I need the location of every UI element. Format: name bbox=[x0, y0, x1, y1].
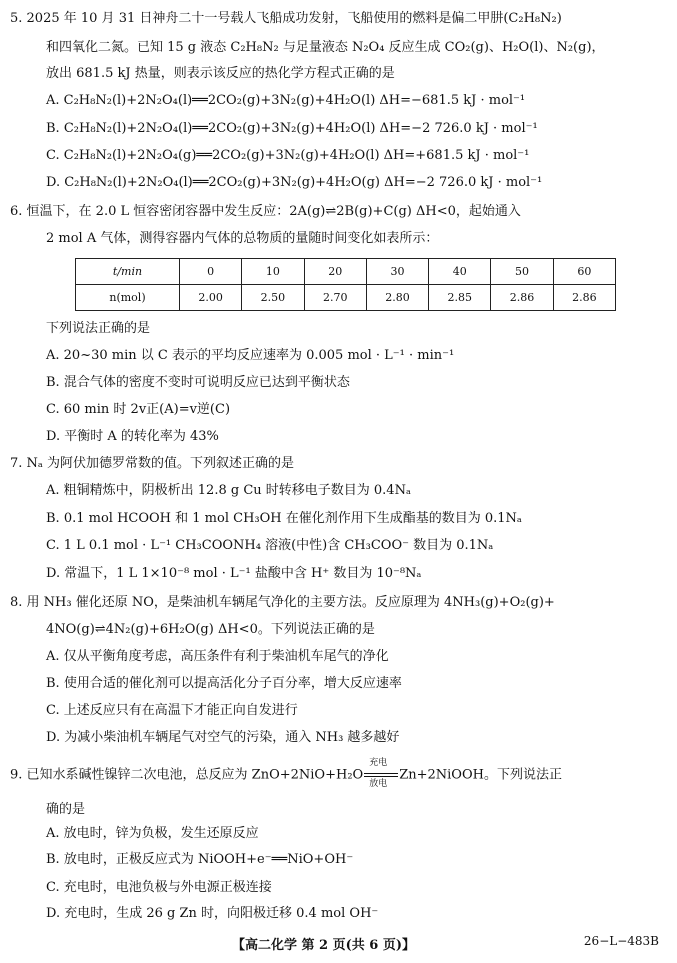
q9-option-c: C. 充电时，电池负极与外电源正极连接 bbox=[46, 880, 272, 895]
q8-option-a: A. 仅从平衡角度考虑，高压条件有利于柴油机车尾气的净化 bbox=[46, 649, 389, 664]
arrow-label-charge: 充电 bbox=[369, 758, 388, 768]
table-cell: 2.80 bbox=[366, 285, 428, 311]
q6-option-d: D. 平衡时 A 的转化率为 43% bbox=[46, 429, 219, 444]
q6-option-c: C. 60 min 时 2v正(A)=v逆(C) bbox=[46, 402, 231, 417]
q6-option-b: B. 混合气体的密度不变时可说明反应已达到平衡状态 bbox=[46, 375, 350, 390]
arrow-line-bottom bbox=[364, 776, 398, 777]
q8-option-c: C. 上述反应只有在高温下才能正向自发进行 bbox=[46, 703, 298, 718]
q5-stem-line1: 5. 2025 年 10 月 31 日神舟二十一号载人飞船成功发射，飞船使用的燃料是偏二甲肼(C₂H₈N₂) bbox=[10, 11, 562, 26]
q5-option-a: A. C₂H₈N₂(l)+2N₂O₄(l)══2CO₂(g)+3N₂(g)+4H₂O(l) ΔH=−681.5 kJ · mol⁻¹ bbox=[46, 93, 526, 108]
table-cell: 2.50 bbox=[242, 285, 304, 311]
table-cell: 30 bbox=[366, 259, 428, 285]
q8-stem-line1: 8. 用 NH₃ 催化还原 NO，是柴油机车辆尾气净化的主要方法。反应原理为 4NH₃(g)+O₂(g)+ bbox=[10, 595, 555, 610]
q9-stem-line2: 确的是 bbox=[46, 802, 86, 817]
q5-option-c: C. C₂H₈N₂(l)+2N₂O₄(g)══2CO₂(g)+3N₂(g)+4H₂O(l) ΔH=+681.5 kJ · mol⁻¹ bbox=[46, 148, 530, 163]
q5-option-d: D. C₂H₈N₂(l)+2N₂O₄(l)══2CO₂(g)+3N₂(g)+4H₂O(g) ΔH=−2 726.0 kJ · mol⁻¹ bbox=[46, 175, 543, 190]
q9-stem-post: Zn+2NiOOH。下列说法正 bbox=[399, 767, 562, 783]
q7-option-c: C. 1 L 0.1 mol · L⁻¹ CH₃COONH₄ 溶液(中性)含 CH₃COO⁻ 数目为 0.1Nₐ bbox=[46, 538, 494, 553]
q6-option-a: A. 20~30 min 以 C 表示的平均反应速率为 0.005 mol · L⁻¹ · min⁻¹ bbox=[46, 348, 455, 363]
table-cell: 40 bbox=[429, 259, 491, 285]
q5-stem-line3: 放出 681.5 kJ 热量，则表示该反应的热化学方程式正确的是 bbox=[46, 66, 395, 81]
page-footer: 【高二化学 第 2 页(共 6 页)】 bbox=[232, 938, 416, 953]
table-cell: 2.86 bbox=[553, 285, 615, 311]
q6-prompt: 下列说法正确的是 bbox=[46, 321, 151, 336]
table-cell: 10 bbox=[242, 259, 304, 285]
table-header-time: t/min bbox=[76, 259, 180, 285]
table-cell: 50 bbox=[491, 259, 553, 285]
arrow-line-top bbox=[364, 773, 398, 774]
q6-data-table bbox=[75, 258, 616, 311]
q8-option-d: D. 为减小柴油机车辆尾气对空气的污染，通入 NH₃ 越多越好 bbox=[46, 730, 400, 745]
q5-stem-line2: 和四氧化二氮。已知 15 g 液态 C₂H₈N₂ 与足量液态 N₂O₄ 反应生成 CO₂(g)、H₂O(l)、N₂(g)， bbox=[46, 40, 605, 55]
reversible-arrow bbox=[364, 758, 398, 789]
q7-option-b: B. 0.1 mol HCOOH 和 1 mol CH₃OH 在催化剂作用下生成酯基的数目为 0.1Nₐ bbox=[46, 511, 522, 526]
table-row bbox=[76, 259, 616, 285]
arrow-label-discharge: 放电 bbox=[369, 779, 388, 789]
table-cell: 20 bbox=[304, 259, 366, 285]
table-cell: 2.86 bbox=[491, 285, 553, 311]
q9-option-d: D. 充电时，生成 26 g Zn 时，向阳极迁移 0.4 mol OH⁻ bbox=[46, 906, 379, 921]
q7-option-d: D. 常温下，1 L 1×10⁻⁸ mol · L⁻¹ 盐酸中含 H⁺ 数目为 10⁻⁸Nₐ bbox=[46, 566, 422, 581]
paper-code: 26−L−483B bbox=[583, 934, 659, 948]
q8-stem-line2: 4NO(g)⇌4N₂(g)+6H₂O(g) ΔH<0。下列说法正确的是 bbox=[46, 622, 375, 637]
q6-stem-line2: 2 mol A 气体，测得容器内气体的总物质的量随时间变化如表所示： bbox=[46, 231, 439, 246]
table-cell: 2.70 bbox=[304, 285, 366, 311]
q9-stem-pre: 9. 已知水系碱性镍锌二次电池，总反应为 ZnO+2NiO+H₂O bbox=[10, 767, 364, 783]
table-row bbox=[76, 285, 616, 311]
q9-stem-line1 bbox=[10, 758, 562, 789]
q7-option-a: A. 粗铜精炼中，阴极析出 12.8 g Cu 时转移电子数目为 0.4Nₐ bbox=[46, 483, 411, 498]
table-cell: 0 bbox=[180, 259, 242, 285]
q9-option-a: A. 放电时，锌为负极，发生还原反应 bbox=[46, 826, 259, 841]
q9-option-b: B. 放电时，正极反应式为 NiOOH+e⁻══NiO+OH⁻ bbox=[46, 852, 354, 867]
table-header-amount: n(mol) bbox=[76, 285, 180, 311]
table-cell: 60 bbox=[553, 259, 615, 285]
q6-stem-line1: 6. 恒温下，在 2.0 L 恒容密闭容器中发生反应：2A(g)⇌2B(g)+C(g) ΔH<0，起始通入 bbox=[10, 204, 521, 219]
q5-option-b: B. C₂H₈N₂(l)+2N₂O₄(l)══2CO₂(g)+3N₂(g)+4H₂O(l) ΔH=−2 726.0 kJ · mol⁻¹ bbox=[46, 121, 538, 136]
table-cell: 2.00 bbox=[180, 285, 242, 311]
table-cell: 2.85 bbox=[429, 285, 491, 311]
q7-stem: 7. Nₐ 为阿伏加德罗常数的值。下列叙述正确的是 bbox=[10, 456, 295, 471]
q8-option-b: B. 使用合适的催化剂可以提高活化分子百分率，增大反应速率 bbox=[46, 676, 402, 691]
